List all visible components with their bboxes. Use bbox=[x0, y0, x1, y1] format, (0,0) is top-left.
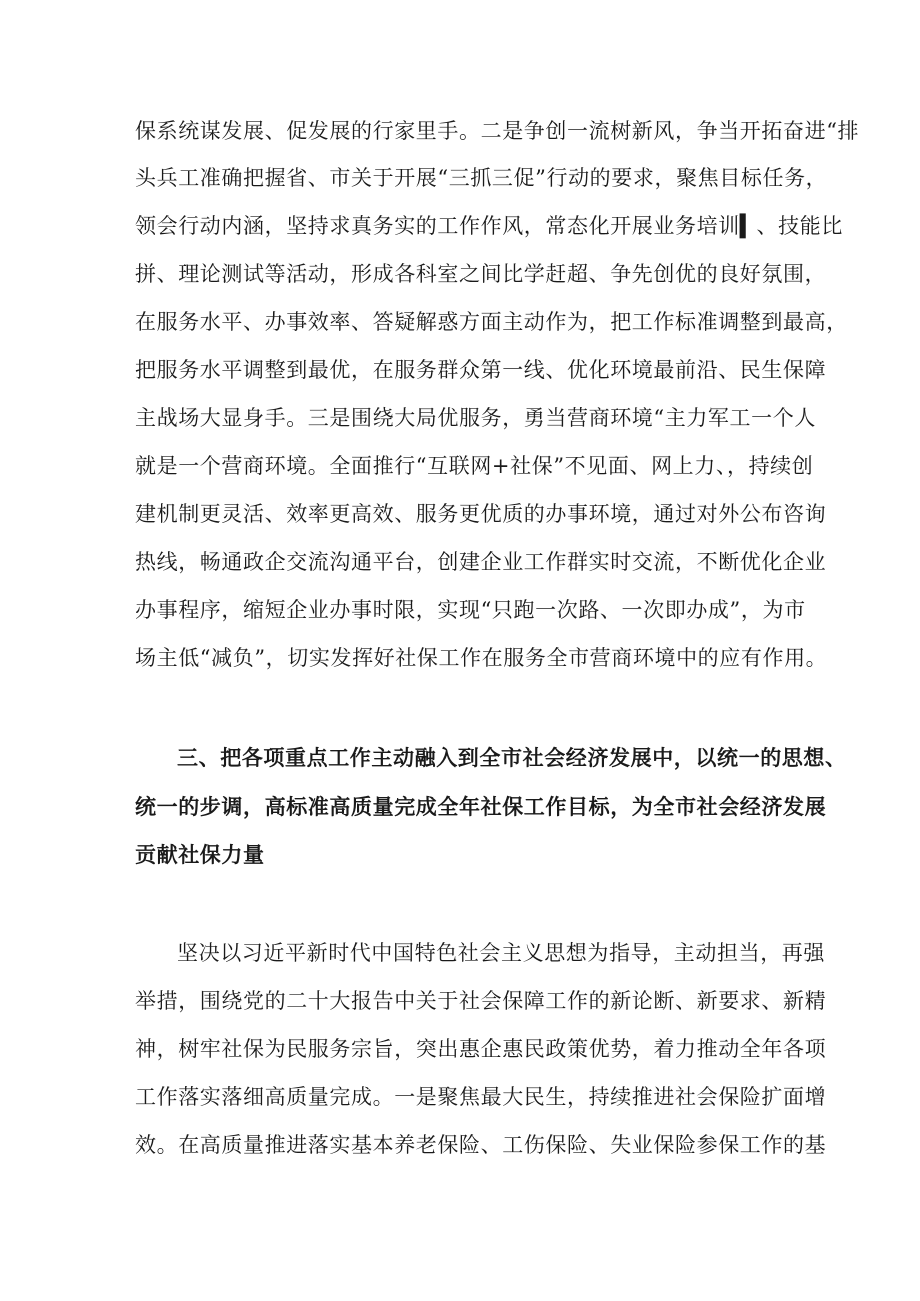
paragraph-line: 场主低“减负”，切实发挥好社保工作在服务全市营商环境中的应有作用。 bbox=[135, 646, 828, 670]
paragraph-line: 工作落实落细高质量完成。一是聚焦最大民生，持续推进社会保险扩面增 bbox=[135, 1085, 827, 1109]
paragraph-line: 热线，畅通政企交流沟通平台，创建企业工作群实时交流，不断优化企业 bbox=[135, 550, 827, 574]
paragraph-line: 就是一个营商环境。全面推行“互联网+社保”不见面、网上力、，持续创 bbox=[135, 454, 814, 478]
paragraph-line: 效。在高质量推进落实基本养老保险、工伤保险、失业保险参保工作的基 bbox=[135, 1133, 827, 1157]
paragraph-line: 保系统谋发展、促发展的行家里手。二是争创一流树新风，争当开拓奋进“排 bbox=[135, 119, 860, 143]
paragraph-line: 办事程序，缩短企业办事时限，实现“只跑一次路、一次即办成”，为市 bbox=[135, 598, 806, 622]
paragraph-line: 举措，围绕党的二十大报告中关于社会保障工作的新论断、新要求、新精 bbox=[135, 989, 827, 1013]
heading-line: 三、把各项重点工作主动融入到全市社会经济发展中，以统一的思想、 bbox=[177, 746, 847, 770]
paragraph-line: 主战场大显身手。三是围绕大局优服务，勇当营商环境“主力军工一个人 bbox=[135, 406, 816, 430]
paragraph-line: 领会行动内涵，坚持求真务实的工作作风，常态化开展业务培训▍、技能比 bbox=[135, 214, 843, 238]
paragraph-line: 拼、理论测试等活动，形成各科室之间比学赶超、争先创优的良好氛围， bbox=[135, 262, 827, 286]
paragraph-line: 在服务水平、办事效率、答疑解惑方面主动作为，把工作标准调整到最高， bbox=[135, 310, 848, 334]
paragraph-line: 坚决以习近平新时代中国特色社会主义思想为指导，主动担当，再强 bbox=[177, 941, 825, 965]
heading-line: 统一的步调，高标准高质量完成全年社保工作目标，为全市社会经济发展 bbox=[135, 795, 827, 819]
heading-line: 贡献社保力量 bbox=[135, 843, 265, 867]
paragraph-line: 头兵工准确把握省、市关于开展“三抓三促”行动的要求，聚焦目标任务， bbox=[135, 166, 828, 190]
paragraph-line: 建机制更灵活、效率更高效、服务更优质的办事环境，通过对外公布咨询 bbox=[135, 502, 827, 526]
paragraph-line: 把服务水平调整到最优，在服务群众第一线、优化环境最前沿、民生保障 bbox=[135, 358, 827, 382]
paragraph-line: 神，树牢社保为民服务宗旨，突出惠企惠民政策优势，着力推动全年各项 bbox=[135, 1037, 827, 1061]
